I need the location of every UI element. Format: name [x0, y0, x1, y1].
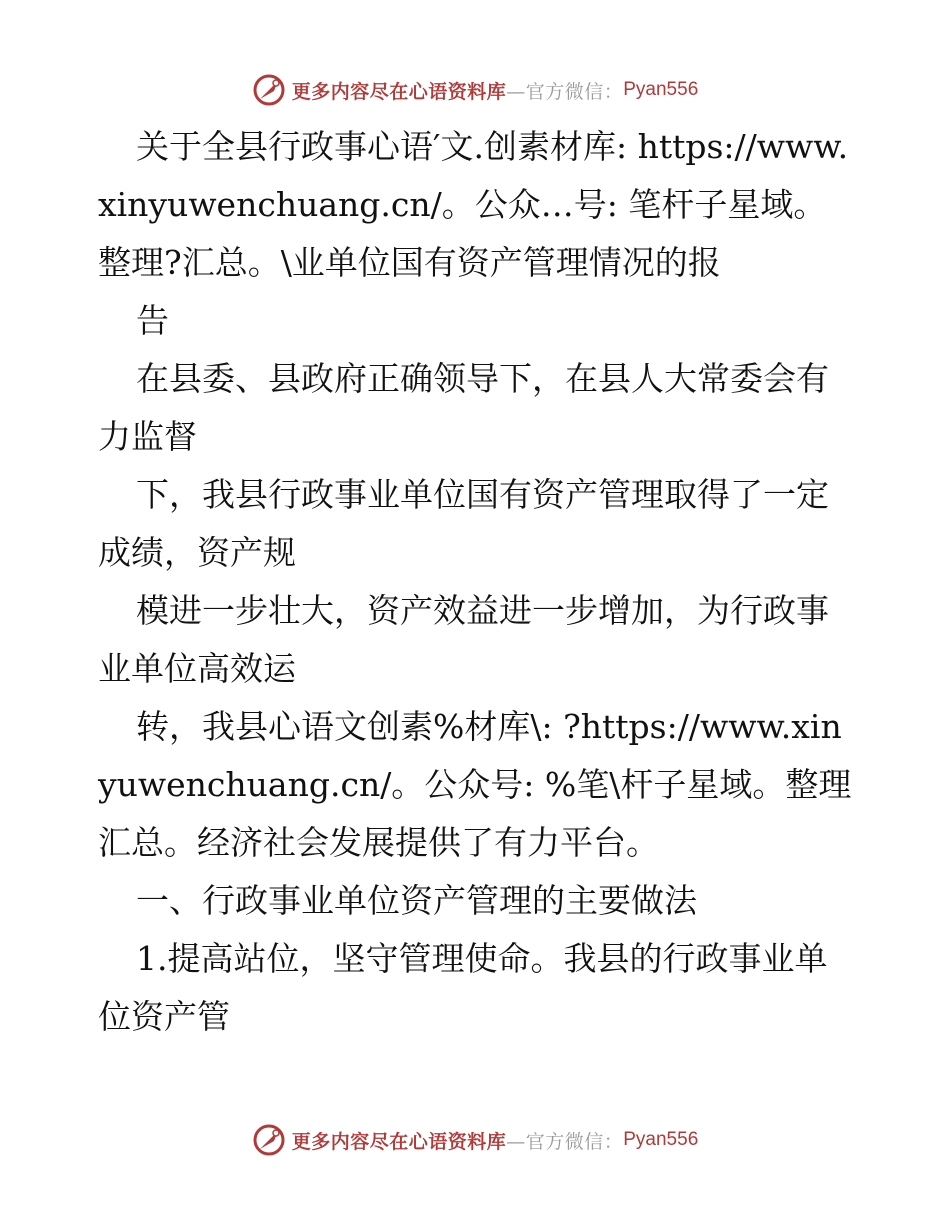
- banner-wechat-id: Pyan556: [623, 79, 699, 100]
- paragraph-operation: 转，我县心语文创素%材库\: ?https://www.xinyuwenchuang.cn/。公众号: %笔\杆子星域。整理汇总。经济社会发展提供了有力平台。: [98, 707, 852, 862]
- banner-wechat-id: Pyan556: [623, 1129, 699, 1150]
- banner-separator-text: —官方微信：: [506, 1130, 624, 1153]
- paragraph-title-line: 关于全县行政事心语′文.创素材库: https://www.xinyuwenchuang.cn/。公众…号: 笔杆子星域。整理?汇总。\业单位国有资产管理情况的报: [98, 127, 849, 282]
- quill-pen-logo-icon: [252, 73, 286, 107]
- quill-pen-logo-icon: [252, 1123, 286, 1157]
- paragraph-achievement: 下，我县行政事业单位国有资产管理取得了一定成绩，资产规: [98, 475, 829, 572]
- paragraph-intro: 在县委、县政府正确领导下，在县人大常委会有力监督: [98, 359, 829, 456]
- banner-main-text: 更多内容尽在心语资料库: [291, 1130, 507, 1153]
- footer-banner: [0, 1120, 950, 1160]
- paragraph-point-1: 1.提高站位，坚守管理使命。我县的行政事业单位资产管: [98, 939, 828, 1036]
- banner-main-text: 更多内容尽在心语资料库: [291, 80, 507, 103]
- section-heading: 一、行政事业单位资产管理的主要做法: [136, 881, 697, 920]
- paragraph-scale: 模进一步壮大，资产效益进一步增加，为行政事业单位高效运: [98, 591, 829, 688]
- paragraph-title-end: 告: [136, 301, 169, 340]
- header-banner: [0, 70, 950, 110]
- document-body: [98, 118, 858, 1046]
- banner-separator-text: —官方微信：: [506, 80, 624, 103]
